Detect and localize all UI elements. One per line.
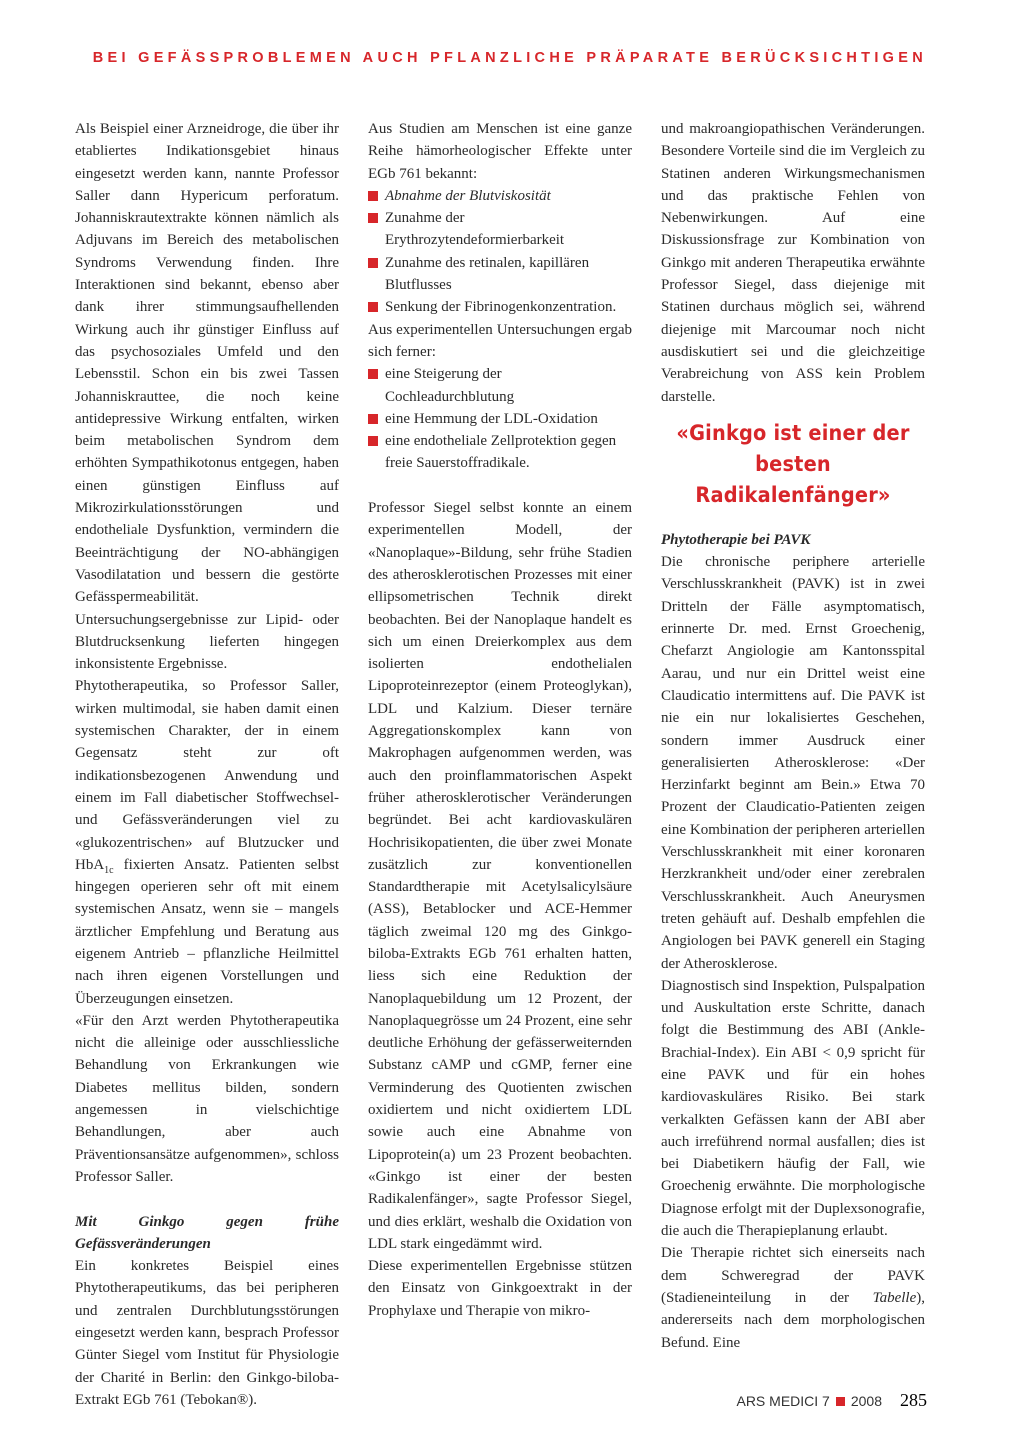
column-3	[661, 118, 925, 1354]
paragraph: Diagnostisch sind Inspektion, Pulspalpation und Auskultation erste Schritte, danach folgt die Bestimmung des ABI (Ankle-Brachial-Index). Ein ABI < 0,9 spricht für eine PAVK und für ein hohes kardiovaskuläres Risiko. Bei stark verkalkten Gefässen kann der ABI aber auch irreführend normal ausfallen; dies ist bei Diabetikern häufig der Fall, wie Groechenig erwähnte. Die morphologische Diagnose erfolgt mit der Duplexsonografie, die auch die Therapieplanung erlaubt.	[661, 977, 925, 1240]
journal-name: ARS MEDICI 7	[736, 1393, 830, 1409]
column-1	[75, 118, 339, 1411]
paragraph: Diese experimentellen Ergebnisse stützen den Einsatz von Ginkgoextrakt in der Prophylaxe und Therapie von mikro-	[368, 1258, 632, 1319]
list-item: Abnahme der Blutviskosität	[368, 185, 632, 207]
running-head: BEI GEFÄSSPROBLEMEN AUCH PFLANZLICHE PRÄPARATE BERÜCKSICHTIGEN	[92, 50, 927, 66]
paragraph: Als Beispiel einer Arzneidroge, die über ihr etabliertes Indikationsgebiet hinaus eingesetzt werden kann, nannte Professor Saller dann Hypericum perforatum. Johanniskrautextrakte können nämlich als Adjuvans im Bereich des metabolischen Syndroms Verwendung finden. Ihre Interaktionen sind bekannt, ebenso aber dank ihrer stimmungsaufhellenden Wirkung auch ihr günstiger Einfluss auf das psychosoziales Umfeld und den Lebensstil. Schon ein bis zwei Tassen Johanniskrauttee, die noch keine antidepressive Wirkung entfalten, wirken beim metabolischen Syndrom dem erhöhten Sympathikotonus entgegen, haben einen günstigen Einfluss auf Mikrozirkulationsstörungen und endotheliale Dysfunktion, vermindern die Beeinträchtigung der NO-abhängigen Vasodilatation und bessern die gestörte Gefässpermeabilität. Untersuchungsergebnisse zur Lipid- oder Blutdrucksenkung lieferten hingegen inkonsistente Ergebnisse.	[75, 121, 339, 673]
section-heading: Phytotherapie bei PAVK	[661, 531, 811, 548]
paragraph: Die chronische periphere arterielle Verschlusskrankheit (PAVK) ist in zwei Dritteln der Fälle asymptomatisch, erinnerte Dr. med. Ernst Groechenig, Chefarzt Angiologie am Kantonsspital Aarau, und nur ein Drittel weist eine Claudicatio intermittens auf. Die PAVK ist nie ein nur lokalisiertes Geschehen, sondern immer Ausdruck einer generalisierten Atherosklerose: «Der Herzinfarkt beginnt am Bein.» Etwa 70 Prozent der Claudicatio-Patienten zeigen eine Kombination der peripheren arteriellen Verschlusskrankheit mit einer koronaren Herzkrankheit und/oder einer zerebralen Verschlusskrankheit. Auch Aneurysmen treten gehäuft auf. Deshalb empfehlen die Angiologen bei PAVK generell ein Staging der Atherosklerose.	[661, 554, 925, 972]
paragraph: «Für den Arzt werden Phytotherapeutika nicht die alleinige oder ausschliessliche Behandlung von Erkrankungen wie Diabetes mellitus bilden, sondern angemessen in vielschichtige Behandlungen, aber auch Präventionsansätze aufgenommen», schloss Professor Saller.	[75, 1012, 339, 1185]
column-2	[368, 118, 632, 1322]
section-heading: Mit Ginkgo gegen frühe Gefässveränderungen	[75, 1213, 339, 1252]
page-footer	[736, 1390, 927, 1411]
square-bullet-icon	[836, 1397, 845, 1406]
list-item: Zunahme des retinalen, kapillären Blutflusses	[368, 252, 632, 297]
bullet-list	[368, 363, 632, 474]
bullet-list	[368, 185, 632, 319]
list-item: eine Hemmung der LDL-Oxidation	[368, 408, 632, 430]
list-item: Zunahme der Erythrozytendeformierbarkeit	[368, 207, 632, 252]
paragraph: und makroangiopathischen Veränderungen. Besondere Vorteile sind die im Vergleich zu Statinen anderen Wirkungsmechanismen und das praktische Fehlen von Nebenwirkungen. Auf eine Diskussionsfrage zur Kombination von Ginkgo mit anderen Therapeutika erwähnte Professor Siegel, dass diejenige mit Statinen durchaus möglich sei, während diejenige mit Marcoumar noch nicht ausdiskutiert sei und die gleichzeitige Verabreichung von ASS kein Problem darstelle.	[661, 121, 925, 405]
pull-quote: «Ginkgo ist einer der besten Radikalenfänger»	[676, 420, 910, 508]
paragraph: Ein konkretes Beispiel eines Phytotherapeutikums, das bei peripheren und zentralen Durchblutungsstörungen eingesetzt werden kann, besprach Professor Günter Siegel vom Institut für Physiologie der Charité in Berlin: den Ginkgo-biloba-Extrakt EGb 761 (Tebokan®).	[75, 1258, 339, 1408]
paragraph: Aus experimentellen Untersuchungen ergab sich ferner:	[368, 321, 632, 360]
list-item: eine endotheliale Zellprotektion gegen freie Sauerstoffradikale.	[368, 430, 632, 475]
list-item: Senkung der Fibrinogenkonzentration.	[368, 296, 632, 318]
paragraph: Phytotherapeutika, so Professor Saller, wirken multimodal, sie haben damit einen systemischen Charakter, der in einem Gegensatz steht zur oft indikationsbezogenen Anwendung und einem im Fall diabetischer Stoffwechsel- und Gefässveränderungen viel zu «glukozentrischen» auf Blutzucker und HbA$_{1c}$ fixierten Ansatz. Patienten selbst hingegen operieren sehr oft mit einem systemischen Ansatz, wenn sie – mangels ärztlicher Empfehlung und Beratung aus eigenem Antrieb – pflanzliche Heilmittel nach ihren eigenen Vorstellungen und Überzeugungen einsetzen.	[75, 678, 339, 1007]
paragraph: Aus Studien am Menschen ist eine ganze Reihe hämorheologischer Effekte unter EGb 761 bekannt:	[368, 121, 632, 182]
year: 2008	[850, 1393, 882, 1409]
paragraph: Die Therapie richtet sich einerseits nach dem Schweregrad der PAVK (Stadieneinteilung in der Tabelle), andererseits nach dem morphologischen Befund. Eine	[661, 1245, 925, 1351]
list-item: eine Steigerung der Cochleadurchblutung	[368, 363, 632, 408]
paragraph: Professor Siegel selbst konnte an einem experimentellen Modell, der «Nanoplaque»-Bildung, sehr frühe Stadien des atherosklerotischen Prozesses mit einer ellipsometrischen Technik direkt beobachten. Bei der Nanoplaque handelt es sich um einen Dreierkomplex aus dem isolierten endothelialen Lipoproteinrezeptor (einem Proteoglykan), LDL und Kalzium. Dieser ternäre Aggregationskomplex kann von Makrophagen aufgenommen werden, was auch den proinflammatorischen Aspekt früher atherosklerotischer Veränderungen begründet. Bei acht kardiovaskulären Hochrisikopatienten, die über zwei Monate zusätzlich zur konventionellen Standardtherapie mit Acetylsalicylsäure (ASS), Betablocker und ACE-Hemmer täglich zweimal 120 mg des Ginkgo-biloba-Extrakts EGb 761 erhalten hatten, liess sich eine Reduktion der Nanoplaquebildung um 12 Prozent, der Nanoplaquegrösse um 24 Prozent, eine sehr deutliche Erhöhung der gefässerweiternden Substanz cAMP und cGMP, ferner eine Verminderung des Quotienten zwischen oxidiertem und nicht oxidiertem LDL sowie auch eine Abnahme von Lipoprotein(a) um 23 Prozent beobachten. «Ginkgo ist einer der besten Radikalenfänger», sagte Professor Siegel, und dies erklärt, weshalb die Oxidation von LDL stark eingedämmt wird.	[368, 500, 632, 1252]
page-number: 285	[900, 1390, 927, 1410]
